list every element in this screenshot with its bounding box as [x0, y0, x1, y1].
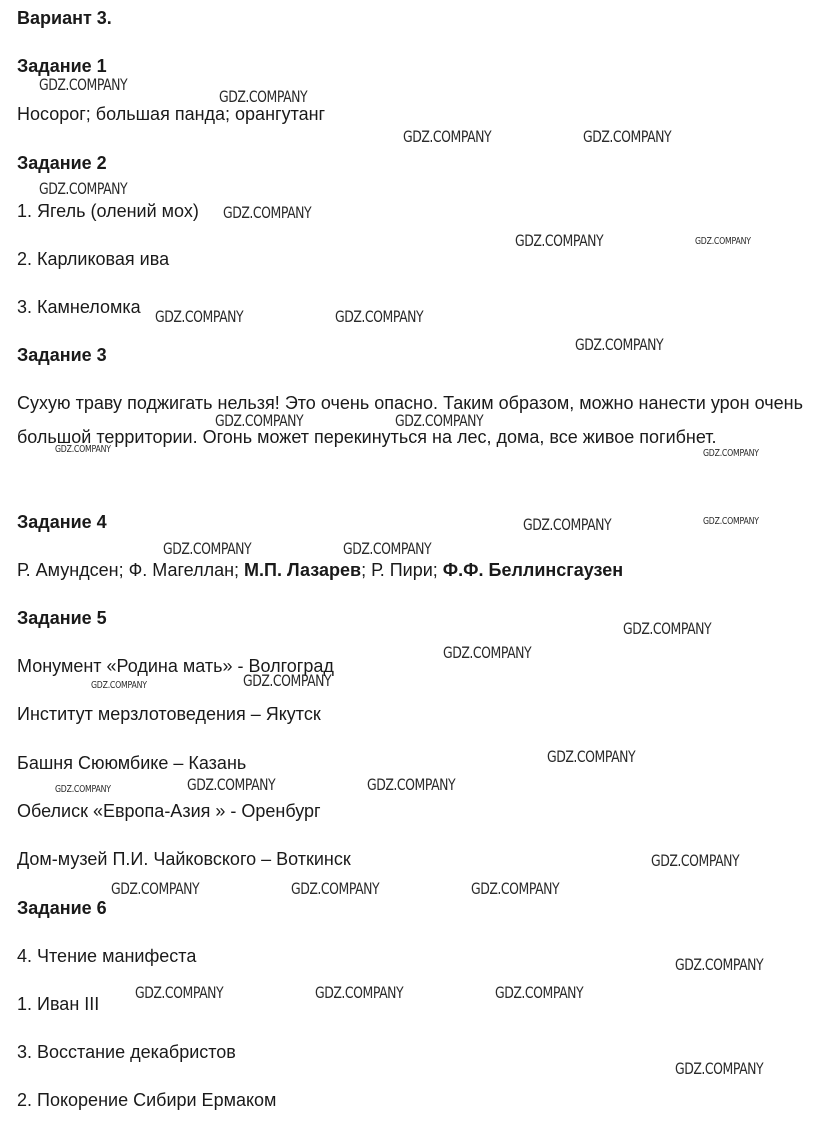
watermark: GDZ.COMPANY [443, 643, 532, 662]
page-title: Вариант 3. [17, 8, 112, 28]
watermark: GDZ.COMPANY [523, 515, 612, 534]
watermark: GDZ.COMPANY [471, 879, 560, 898]
watermark: GDZ.COMPANY [367, 775, 456, 794]
task-6-answer-3: 3. Восстание декабристов [17, 1042, 236, 1062]
task-1-answer: Носорог; большая панда; орангутанг [17, 104, 326, 124]
watermark: GDZ.COMPANY [219, 87, 308, 106]
watermark: GDZ.COMPANY [583, 127, 672, 146]
task-5-answer-4: Обелиск «Европа-Азия » - Оренбург [17, 801, 321, 821]
task-5-answer-3: Башня Сююмбике – Казань [17, 753, 247, 773]
watermark: GDZ.COMPANY [291, 879, 380, 898]
watermark: GDZ.COMPANY [215, 411, 304, 430]
watermark: GDZ.COMPANY [55, 784, 111, 795]
task-4-part-bold-2: Ф.Ф. Беллинсгаузен [442, 560, 624, 580]
watermark: GDZ.COMPANY [135, 983, 224, 1002]
watermark: GDZ.COMPANY [695, 236, 751, 247]
watermark: GDZ.COMPANY [675, 1059, 764, 1078]
watermark: GDZ.COMPANY [111, 879, 200, 898]
watermark: GDZ.COMPANY [163, 539, 252, 558]
task-2-answer-3: 3. Камнеломка [17, 297, 141, 317]
watermark: GDZ.COMPANY [547, 747, 636, 766]
task-6-heading: Задание 6 [17, 898, 107, 918]
watermark: GDZ.COMPANY [651, 851, 740, 870]
watermark: GDZ.COMPANY [703, 448, 759, 459]
watermark: GDZ.COMPANY [91, 680, 147, 691]
watermark: GDZ.COMPANY [495, 983, 584, 1002]
task-4-part-bold-1: М.П. Лазарев [244, 560, 362, 580]
task-4-part-1: Р. Амундсен; Ф. Магеллан; [17, 560, 240, 580]
task-3-paragraph: Сухую траву поджигать нельзя! Это очень опасно. Таким образом, можно нанести урон очень большой территории. Огонь может перекинуться на лес, дома, все живое погибнет. [17, 393, 803, 447]
watermark: GDZ.COMPANY [343, 539, 432, 558]
task-4-part-3: ; Р. Пири; [361, 560, 438, 580]
watermark: GDZ.COMPANY [39, 179, 128, 198]
task-6-answer-2: 1. Иван III [17, 994, 100, 1014]
task-5-heading: Задание 5 [17, 608, 107, 628]
watermark: GDZ.COMPANY [315, 983, 404, 1002]
task-4-answer [17, 559, 623, 581]
watermark: GDZ.COMPANY [575, 335, 664, 354]
watermark: GDZ.COMPANY [39, 75, 128, 94]
task-2-answer-2: 2. Карликовая ива [17, 249, 170, 269]
watermark: GDZ.COMPANY [243, 671, 332, 690]
task-5-answer-2: Институт мерзлотоведения – Якутск [17, 704, 321, 724]
watermark: GDZ.COMPANY [335, 307, 424, 326]
watermark: GDZ.COMPANY [703, 516, 759, 527]
task-4-heading: Задание 4 [17, 512, 107, 532]
task-2-answer-1: 1. Ягель (олений мох) [17, 201, 199, 221]
watermark: GDZ.COMPANY [155, 307, 244, 326]
watermark: GDZ.COMPANY [223, 203, 312, 222]
watermark: GDZ.COMPANY [187, 775, 276, 794]
task-6-answer-4: 2. Покорение Сибири Ермаком [17, 1090, 277, 1110]
watermark: GDZ.COMPANY [395, 411, 484, 430]
task-5-answer-1: Монумент «Родина мать» - Волгоград [17, 656, 334, 676]
watermark: GDZ.COMPANY [623, 619, 712, 638]
task-5-answer-5: Дом-музей П.И. Чайковского – Воткинск [17, 849, 351, 869]
task-3-heading: Задание 3 [17, 345, 107, 365]
watermark: GDZ.COMPANY [55, 444, 111, 455]
task-1-heading: Задание 1 [17, 56, 107, 76]
watermark: GDZ.COMPANY [675, 955, 764, 974]
watermark: GDZ.COMPANY [515, 231, 604, 250]
task-2-heading: Задание 2 [17, 153, 107, 173]
watermark: GDZ.COMPANY [403, 127, 492, 146]
task-6-answer-1: 4. Чтение манифеста [17, 946, 197, 966]
